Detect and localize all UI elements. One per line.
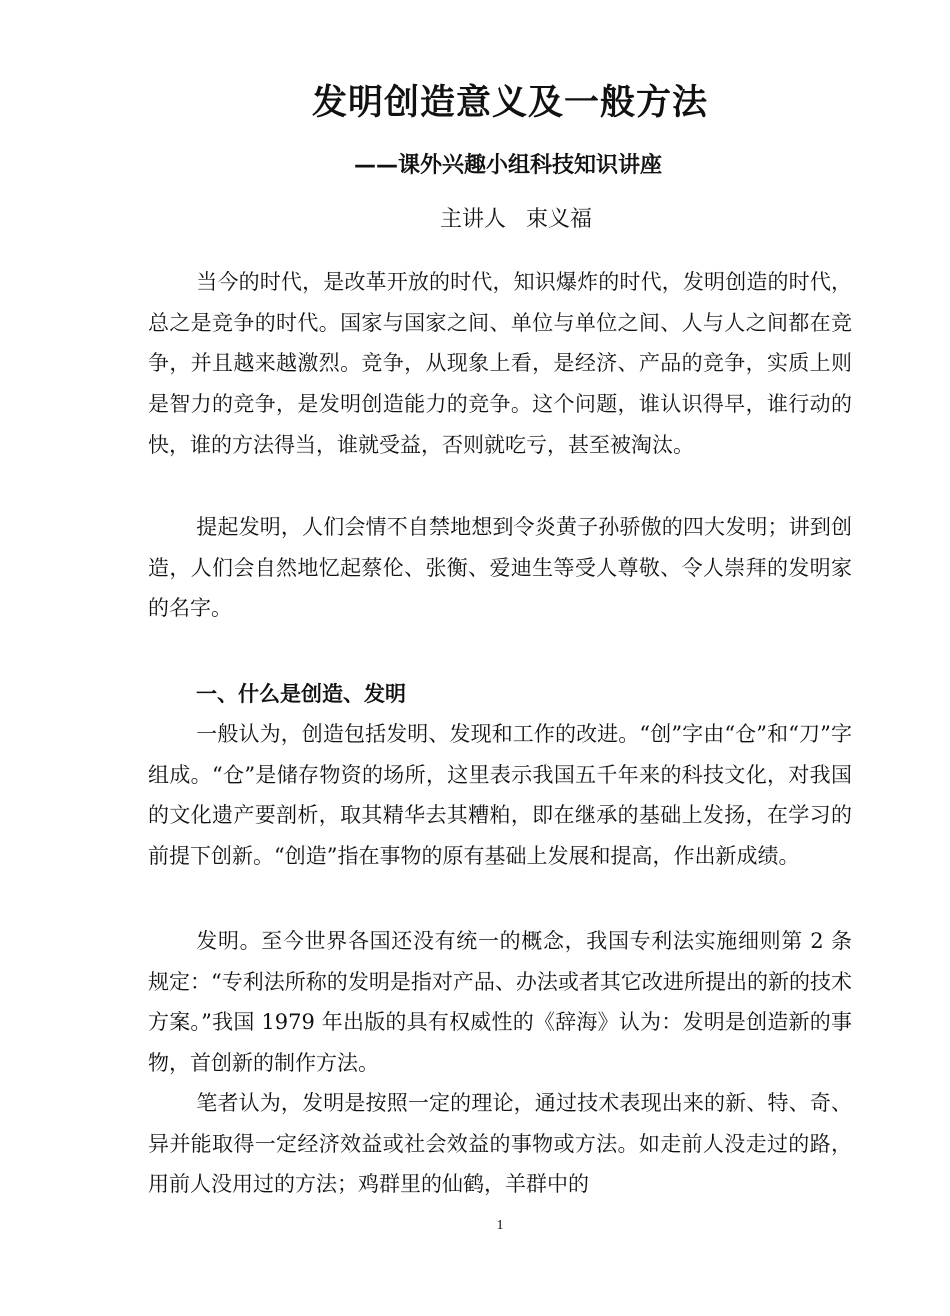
lecturer-name: 束义福 (526, 207, 593, 232)
document-subtitle: ——课外兴趣小组科技知识讲座 (354, 153, 663, 178)
lecturer-line (440, 200, 592, 240)
paragraph-intro-2: 提起发明，人们会情不自禁地想到令炎黄子孙骄傲的四大发明；讲到创造，人们会自然地忆起蔡伦、张衡、爱迪生等受人尊敬、令人崇拜的发明家的名字。 (148, 515, 852, 621)
lecturer-label: 主讲人 (440, 207, 507, 232)
paragraph-section-2: 发明。至今世界各国还没有统一的概念，我国专利法实施细则第 2 条规定：“专利法所称的发明是指对产品、办法或者其它改进所提出的新的技术方案。”我国 1979 年出版的具有权威性的《辞海》认为：发明是创造新的事物，首创新的制作方法。 (148, 929, 852, 1076)
paragraph-intro-1: 当今的时代，是改革开放的时代，知识爆炸的时代，发明创造的时代，总之是竞争的时代。国家与国家之间、单位与单位之间、人与人之间都在竞争，并且越来越激烈。竞争，从现象上看，是经济、产品的竞争，实质上则是智力的竞争，是发明创造能力的竞争。这个问题，谁认识得早，谁行动的快，谁的方法得当，谁就受益，否则就吃亏，甚至被淘汰。 (148, 270, 852, 457)
document-title: 发明创造意义及一般方法 (311, 83, 708, 123)
page-number: 1 (496, 1218, 504, 1233)
section-heading: 一、什么是创造、发明 (196, 682, 406, 706)
paragraph-section-1: 一般认为，创造包括发明、发现和工作的改进。“创”字由“仓”和“刀”字组成。“仓”是储存物资的场所，这里表示我国五千年来的科技文化，对我国的文化遗产要剖析，取其精华去其糟粕，即在继承的基础上发扬，在学习的前提下创新。“创造”指在事物的原有基础上发展和提高，作出新成绩。 (148, 722, 852, 869)
paragraph-section-3: 笔者认为，发明是按照一定的理论，通过技术表现出来的新、特、奇、异并能取得一定经济效益或社会效益的事物或方法。如走前人没走过的路，用前人没用过的方法；鸡群里的仙鹤，羊群中的 (148, 1091, 852, 1197)
